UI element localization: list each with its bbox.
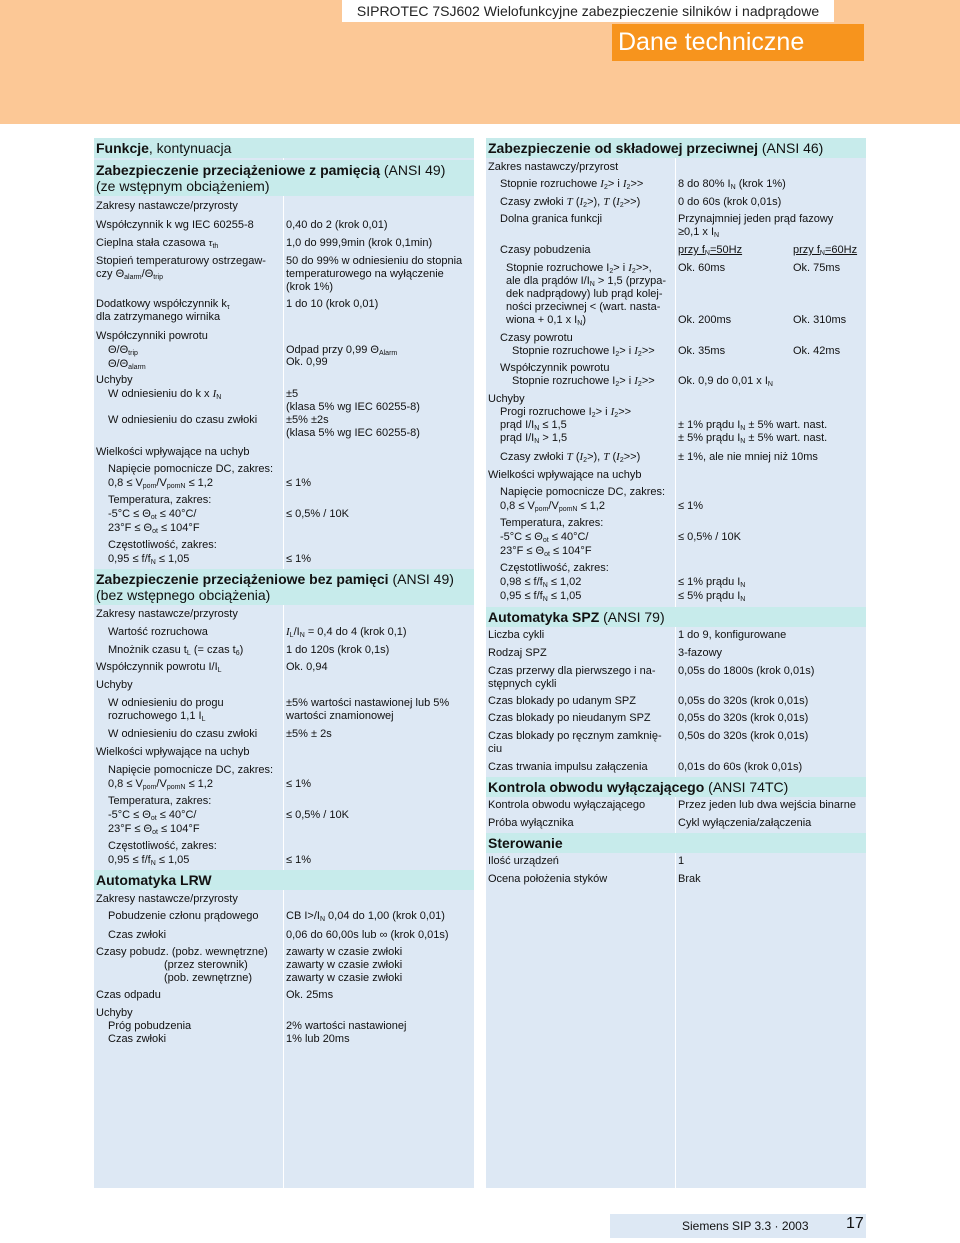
label: W odniesieniu do k x $I_N$ — [108, 388, 222, 401]
value: zawarty w czasie zwłoki — [286, 972, 403, 984]
value: ± 1% prądu $I_N \pm 5\%$ wart. nast. — [678, 419, 828, 432]
label: Częstotliwość, zakres: — [108, 840, 217, 852]
label: Częstotliwość, zakres: — [108, 539, 217, 551]
label: $23^\circ F \le \Theta_{ot} \le 104^\circ F$ — [108, 823, 200, 836]
label: Czas przerwy dla pierwszego i na- — [488, 665, 656, 677]
value: temperaturowego na wyłączenie — [286, 268, 444, 280]
label: prąd $I/I_N > 1,5$ — [500, 432, 568, 445]
section-heading-funkcje: Funkcje, kontynuacja — [94, 138, 474, 158]
label: Czas odpadu — [96, 989, 161, 1001]
right-column — [486, 138, 866, 1188]
label: dla zatrzymanego wirnika — [96, 311, 221, 323]
label: (przez sterownik) — [164, 959, 248, 971]
label: dek nadprądowy) lub prąd kolej- — [506, 288, 663, 300]
value: 0,05s do 320s (krok 0,01s) — [678, 695, 809, 707]
label: $0,98 \le f/f_N \le 1,02$ — [500, 576, 582, 589]
label: stępnych cykli — [488, 678, 557, 690]
label: czy $\Theta_{alarm}/\Theta_{trip}$ — [96, 268, 163, 281]
label: Czasy powrotu — [500, 332, 573, 344]
value: Ok. 42ms — [793, 345, 841, 357]
label: Stopień temperaturowy ostrzegaw- — [96, 255, 266, 267]
value: CB $I>/I_N$ 0,04 do 1,00 (krok 0,01) — [286, 910, 445, 923]
value: ≤ 5% prądu $I_N$ — [678, 590, 746, 603]
section-heading-overload-nomemory: Zabezpieczenie przeciążeniowe bez pamięci (ANSI 49) (bez wstępnego obciążenia) — [94, 569, 474, 605]
label: Czasy pobudz. (pobz. wewnętrzne) — [96, 946, 268, 958]
value: Ok. 0,94 — [286, 661, 328, 673]
section-heading-overload-memory: Zabezpieczenie przeciążeniowe z pamięcią (ANSI 49) (ze wstępnym obciążeniem) — [94, 160, 474, 196]
value: Brak — [678, 873, 701, 885]
value: Przez jeden lub dwa wejścia binarne — [678, 799, 856, 811]
label: Uchyby — [96, 1007, 133, 1019]
label: Czasy zwłoki T $(I_2>)$, T $(I_2>>)$ — [500, 196, 641, 209]
value: Ok. 35ms — [678, 345, 726, 357]
value: 1 do 9, konfigurowane — [678, 629, 787, 641]
value: ≥0,1 x $I_N$ — [678, 226, 720, 239]
value: 1 — [678, 855, 685, 867]
label: $0,8 \le V_{pom}/V_{pomN} \le 1,2$ — [108, 477, 213, 490]
label: Częstotliwość, zakres: — [500, 562, 609, 574]
section-heading-lrw: Automatyka LRW — [94, 870, 474, 890]
value: ≤ 1% — [286, 778, 311, 790]
label: ciu — [488, 743, 503, 755]
value: ≤ 1% — [678, 500, 703, 512]
label: Próba wyłącznika — [488, 817, 574, 829]
value: ≤ 1% prądu $I_N$ — [678, 576, 746, 589]
label: Temperatura, zakres: — [500, 517, 604, 529]
value: Cykl wyłączenia/załączenia — [678, 817, 812, 829]
label: $23^\circ F \le \Theta_{ot} \le 104^\circ F$ — [500, 545, 592, 558]
label: Cieplna stała czasowa $\tau_{th}$ — [96, 237, 219, 250]
label: Uchyby — [96, 679, 133, 691]
value: Przynajmniej jeden prąd fazowy — [678, 213, 834, 225]
label: $\Theta/\Theta_{trip}$ — [108, 344, 138, 357]
value: 1 do 10 (krok 0,01) — [286, 298, 379, 310]
value: Odpad przy 0,99 $\Theta_{Alarm}$ — [286, 344, 398, 357]
label: W odniesieniu do czasu zwłoki — [108, 728, 258, 740]
label: Kontrola obwodu wyłączającego — [488, 799, 646, 811]
label: Wielkości wpływające na uchyb — [96, 746, 250, 758]
label: Zakresy nastawcze/przyrosty — [96, 893, 238, 905]
value: Ok. 310ms — [793, 314, 847, 326]
label: Współczynnik k wg IEC 60255-8 — [96, 219, 254, 231]
label: Wielkości wpływające na uchyb — [96, 446, 250, 458]
value: 2% wartości nastawionej — [286, 1020, 407, 1032]
label: W odniesieniu do czasu zwłoki — [108, 414, 258, 426]
section-heading-sterowanie: Sterowanie — [486, 833, 866, 853]
label: $23^\circ F \le \Theta_{ot} \le 104^\circ F$ — [108, 522, 200, 535]
value: ±5% ±2s — [286, 414, 329, 426]
value: ≤ 1% — [286, 553, 311, 565]
footer — [610, 1214, 866, 1238]
value: ± 5% prądu $I_N \pm 5\%$ wart. nast. — [678, 432, 828, 445]
label: $0,95 \le f/f_N \le 1,05$ — [500, 590, 582, 603]
document-title: SIPROTEC 7SJ602 Wielofunkcyjne zabezpieczenie silników i nadprądowe — [342, 0, 834, 22]
label: Progi rozruchowe $I_2> i$ $I_2>>$ — [500, 406, 632, 419]
label: Napięcie pomocnicze DC, zakres: — [500, 486, 666, 498]
label: Rodzaj SPZ — [488, 647, 547, 659]
label: Współczynnik powrotu $I/I_L$ — [96, 661, 222, 674]
value: ≤ 0,5% / 10K — [286, 508, 349, 520]
value: Ok. 75ms — [793, 262, 841, 274]
value: ≤ 1% — [286, 854, 311, 866]
footer-publication: Siemens SIP 3.3 · 2003 — [682, 1219, 809, 1233]
label: $0,8 \le V_{pom}/V_{pomN} \le 1,2$ — [500, 500, 605, 513]
label: Zakresy nastawcze/przyrosty — [96, 200, 238, 212]
label: rozruchowego 1,1 $I_L$ — [108, 710, 206, 723]
value: 0,40 do 2 (krok 0,01) — [286, 219, 388, 231]
label: Czas blokady po udanym SPZ — [488, 695, 636, 707]
label: Ilość urządzeń — [488, 855, 559, 867]
value: zawarty w czasie zwłoki — [286, 959, 403, 971]
header-50hz: przy $f_N=50Hz$ — [678, 244, 743, 257]
value: (klasa 5% wg IEC 60255-8) — [286, 427, 420, 439]
section-title: Dane techniczne — [612, 24, 864, 61]
label: Dodatkowy współczynnik $k_\tau$ — [96, 298, 230, 311]
value: ≤ 1% — [286, 477, 311, 489]
value: ±5% wartości nastawionej lub 5% — [286, 697, 450, 709]
value: Ok. 200ms — [678, 314, 732, 326]
value: 8 do 80% $I_N$ (krok 1%) — [678, 178, 786, 191]
label: Stopnie rozruchowe $I_2> i$ $I_2>>$ — [500, 178, 644, 191]
value: 50 do 99% w odniesieniu do stopnia — [286, 255, 463, 267]
label: W odniesieniu do progu — [108, 697, 224, 709]
label: Zakres nastawczy/przyrost — [488, 161, 619, 173]
left-column — [94, 138, 474, 1188]
label: Czasy zwłoki T $(I_2>)$, T $(I_2>>)$ — [500, 451, 641, 464]
label: $\Theta/\Theta_{alarm}$ — [108, 358, 146, 371]
value: ±5 — [286, 388, 299, 400]
label: Temperatura, zakres: — [108, 494, 212, 506]
header-60hz: przy $f_N=60Hz$ — [793, 244, 858, 257]
label: Współczynnik powrotu — [500, 362, 610, 374]
value: 0 do 60s (krok 0,01s) — [678, 196, 782, 208]
label: $-5^\circ C \le \Theta_{ot} \le 40^\circ C/$ — [500, 531, 589, 544]
label: Czasy pobudzenia — [500, 244, 591, 256]
value: (klasa 5% wg IEC 60255-8) — [286, 401, 420, 413]
value: $I_L/I_N = 0,4$ do 4 (krok 0,1) — [286, 626, 407, 639]
value: 0,06 do 60,00s lub ∞ (krok 0,01s) — [286, 929, 449, 941]
value: wartości znamionowej — [286, 710, 394, 722]
label: (pob. zewnętrzne) — [164, 972, 253, 984]
label: Próg pobudzenia — [108, 1020, 192, 1032]
label: $0,8 \le V_{pom}/V_{pomN} \le 1,2$ — [108, 778, 213, 791]
label: Mnożnik czasu $t_L$ (= czas $t_6$) — [108, 644, 244, 657]
label: Temperatura, zakres: — [108, 795, 212, 807]
label: Czas blokady po ręcznym zamknię- — [488, 730, 662, 742]
value: ±5% ± 2s — [286, 728, 332, 740]
label: ale dla prądów $I/I_N > 1,5$ (przypa- — [506, 275, 667, 288]
value: zawarty w czasie zwłoki — [286, 946, 403, 958]
section-heading-negative-sequence: Zabezpieczenie od składowej przeciwnej (ANSI 46) — [486, 138, 866, 158]
page-number: 17 — [846, 1215, 864, 1232]
label: Stopnie rozruchowe $I_2> i$ $I_2>>$ — [512, 345, 655, 358]
value: Ok. 60ms — [678, 262, 726, 274]
value: 0,50s do 320s (krok 0,01s) — [678, 730, 809, 742]
label: $-5^\circ C \le \Theta_{ot} \le 40^\circ C/$ — [108, 508, 197, 521]
value: 1% lub 20ms — [286, 1033, 350, 1045]
value: ± 1%, ale nie mniej niż 10ms — [678, 451, 818, 463]
value: Ok. 25ms — [286, 989, 334, 1001]
value: 1 do 120s (krok 0,1s) — [286, 644, 390, 656]
value: ≤ 0,5% / 10K — [678, 531, 741, 543]
label: ności przeciwnej < (wart. nasta- — [506, 301, 661, 313]
value: ≤ 0,5% / 10K — [286, 809, 349, 821]
value: 0,05s do 1800s (krok 0,01s) — [678, 665, 815, 677]
label: Uchyby — [96, 374, 133, 386]
label: Stopnie rozruchowe $I_2> i$ $I_2>>$ — [512, 375, 655, 388]
section-heading-spz: Automatyka SPZ (ANSI 79) — [486, 607, 866, 627]
label: Czas blokady po nieudanym SPZ — [488, 712, 651, 724]
label: Liczba cykli — [488, 629, 545, 641]
section-heading-trip-circuit: Kontrola obwodu wyłączającego (ANSI 74TC) — [486, 777, 866, 797]
label: Zakresy nastawcze/przyrosty — [96, 608, 238, 620]
label: Czas zwłoki — [108, 1033, 167, 1045]
label: Wartość rozruchowa — [108, 626, 208, 638]
label: $0,95 \le f/f_N \le 1,05$ — [108, 553, 190, 566]
label: Współczynniki powrotu — [96, 330, 208, 342]
column-divider — [675, 138, 676, 1188]
label: Czas trwania impulsu załączenia — [488, 761, 648, 773]
label: wiona + 0,1 x $I_N$) — [506, 314, 586, 327]
label: $-5^\circ C \le \Theta_{ot} \le 40^\circ C/$ — [108, 809, 197, 822]
value: 0,01s do 60s (krok 0,01s) — [678, 761, 803, 773]
value: (krok 1%) — [286, 281, 334, 293]
value: 1,0 do 999,9min (krok 0,1min) — [286, 237, 433, 249]
label: Czas zwłoki — [108, 929, 167, 941]
value: Ok. 0,99 — [286, 356, 328, 368]
label: Stopnie rozruchowe $I_2> i$ $I_2>>$, — [506, 262, 652, 275]
value: 0,05s do 320s (krok 0,01s) — [678, 712, 809, 724]
value: Ok. 0,9 do 0,01 x $I_N$ — [678, 375, 773, 388]
label: Napięcie pomocnicze DC, zakres: — [108, 463, 274, 475]
label: Dolna granica funkcji — [500, 213, 603, 225]
label: prąd $I/I_N \le 1,5$ — [500, 419, 567, 432]
label: Uchyby — [488, 393, 525, 405]
column-divider — [283, 138, 284, 1188]
label: Ocena położenia styków — [488, 873, 608, 885]
header-band — [0, 0, 960, 124]
label: Wielkości wpływające na uchyb — [488, 469, 642, 481]
label: $0,95 \le f/f_N \le 1,05$ — [108, 854, 190, 867]
label: Napięcie pomocnicze DC, zakres: — [108, 764, 274, 776]
label: Pobudzenie członu prądowego — [108, 910, 259, 922]
value: 3-fazowy — [678, 647, 723, 659]
